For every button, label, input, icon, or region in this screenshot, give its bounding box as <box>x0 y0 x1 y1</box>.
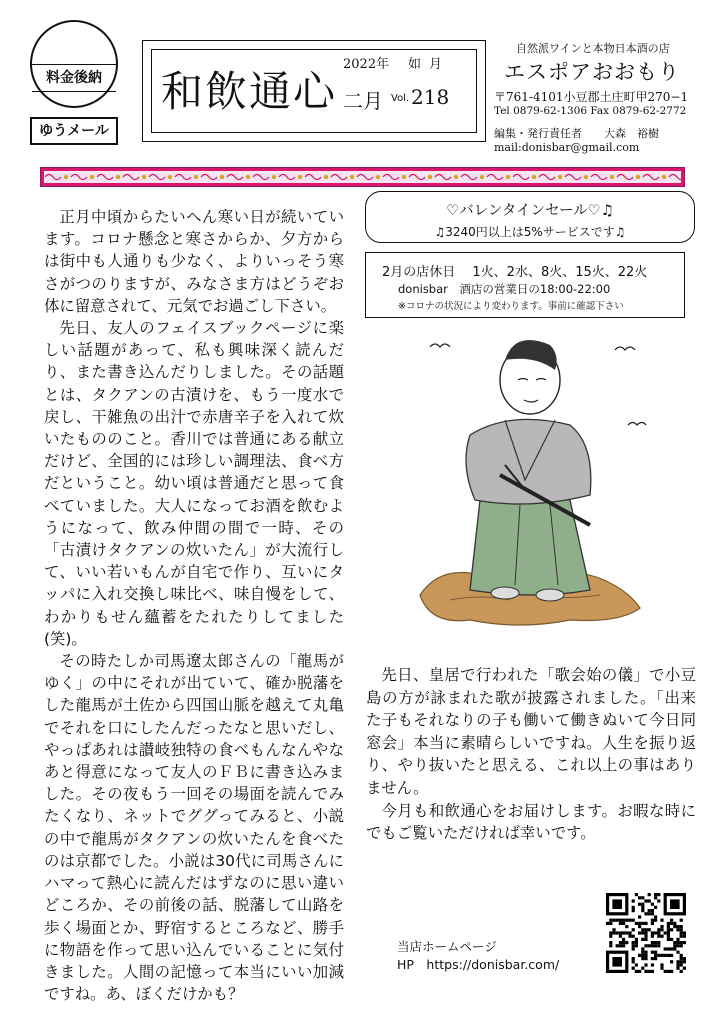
qr-module <box>680 957 683 960</box>
banner-fleur <box>428 175 432 179</box>
main-article <box>44 206 344 1005</box>
qr-module <box>651 931 654 934</box>
qr-module <box>654 941 657 944</box>
qr-module <box>644 957 647 960</box>
qr-module <box>673 922 676 925</box>
qr-module <box>657 931 660 934</box>
qr-module <box>651 951 654 954</box>
qr-module <box>641 922 644 925</box>
qr-module <box>606 922 609 925</box>
qr-module <box>632 941 635 944</box>
qr-module <box>619 944 622 947</box>
qr-module <box>628 931 631 934</box>
newsletter-title: 和飲通心 <box>161 67 338 116</box>
qr-module <box>667 922 670 925</box>
qr-module <box>660 967 663 970</box>
qr-module <box>654 931 657 934</box>
qr-module <box>654 944 657 947</box>
shop-editor: 編集・発行責任者 大森 裕樹 <box>494 127 659 140</box>
qr-module <box>680 925 683 928</box>
qr-module <box>641 909 644 912</box>
qr-module <box>632 909 635 912</box>
qr-module <box>644 899 647 902</box>
qr-module <box>657 941 660 944</box>
qr-module <box>651 944 654 947</box>
masthead <box>142 40 486 142</box>
qr-module <box>664 954 667 957</box>
qr-module <box>680 944 683 947</box>
qr-module <box>680 960 683 963</box>
banner-fleur <box>194 175 198 179</box>
qr-module <box>648 970 651 973</box>
qr-module <box>680 941 683 944</box>
qr-module <box>673 944 676 947</box>
volume-label: Vol. <box>391 93 410 104</box>
banner-fleur <box>90 175 94 179</box>
qr-module <box>670 954 673 957</box>
banner-fleur <box>636 175 640 179</box>
qr-module <box>670 922 673 925</box>
qr-module <box>667 970 670 973</box>
decorative-banner <box>40 167 685 187</box>
qr-module <box>622 931 625 934</box>
sale-title: ♡バレンタインセール♡♫ <box>446 203 614 219</box>
qr-module <box>622 919 625 922</box>
qr-module <box>644 970 647 973</box>
qr-module <box>667 928 670 931</box>
qr-module <box>657 954 660 957</box>
qr-module <box>683 967 686 970</box>
qr-module <box>644 922 647 925</box>
qr-module <box>654 919 657 922</box>
banner-fleur <box>324 175 328 179</box>
qr-module <box>670 960 673 963</box>
qr-module <box>673 941 676 944</box>
article-paragraph: 正月中頃からたいへん寒い日が続いています。コロナ懸念と寒さからか、夕方からは街中も人通りも少なく、よりいっそう寒さがつのりますが、みなさま方はどうぞお体に留意されて、元気でお過ごし下さい。 <box>44 208 344 315</box>
qr-module <box>635 922 638 925</box>
qr-code-icon[interactable] <box>606 893 686 973</box>
qr-module <box>651 903 654 906</box>
qr-module <box>632 947 635 950</box>
qr-module <box>609 935 612 938</box>
issue-kisaragi: 如月 <box>408 57 451 72</box>
qr-module <box>654 915 657 918</box>
qr-module <box>609 941 612 944</box>
mail-type-box: ゆうメール <box>30 117 118 145</box>
qr-module <box>667 925 670 928</box>
qr-module <box>625 925 628 928</box>
shop-tagline: 自然派ワインと本物日本酒の店 <box>516 42 670 55</box>
qr-module <box>660 925 663 928</box>
holiday-dates: 2月の店休日 1火、2水、8火、15火、22火 <box>382 265 648 280</box>
qr-module <box>680 954 683 957</box>
issue-month: 二月 <box>343 89 383 113</box>
qr-module <box>664 931 667 934</box>
qr-module <box>641 928 644 931</box>
qr-module <box>638 896 641 899</box>
qr-module <box>680 931 683 934</box>
qr-module <box>638 970 641 973</box>
qr-module <box>622 938 625 941</box>
qr-module <box>625 919 628 922</box>
banner-fleur <box>480 175 484 179</box>
qr-module <box>632 919 635 922</box>
qr-module <box>683 941 686 944</box>
qr-module <box>670 938 673 941</box>
homepage-url[interactable]: HP https://donisbar.com/ <box>397 957 560 972</box>
qr-module <box>683 957 686 960</box>
qr-module <box>670 899 680 909</box>
qr-module <box>657 944 660 947</box>
qr-module <box>616 931 619 934</box>
qr-module <box>635 938 638 941</box>
banner-fleur <box>454 175 458 179</box>
banner-fleur <box>168 175 172 179</box>
qr-module <box>660 919 663 922</box>
qr-module <box>676 963 679 966</box>
side-article <box>366 664 696 845</box>
qr-module <box>654 906 657 909</box>
qr-module <box>641 951 644 954</box>
article-paragraph: 先日、皇居で行われた「歌会始の儀」で小豆島の方が詠まれた歌が披露されました。「出来た子もそれなりの子も働いて働きぬいて今日同窓会」本当に素晴らしいですね。人生を振り返り、やり抜いたと思える、これ以上の事はありません。 <box>366 666 696 797</box>
qr-module <box>644 951 647 954</box>
banner-fleur <box>662 175 666 179</box>
qr-module <box>676 938 679 941</box>
qr-module <box>641 954 644 957</box>
qr-module <box>641 947 644 950</box>
qr-module <box>660 935 663 938</box>
banner-fleur <box>246 175 250 179</box>
qr-module <box>670 928 673 931</box>
qr-module <box>657 899 660 902</box>
qr-module <box>628 935 631 938</box>
qr-module <box>632 935 635 938</box>
qr-module <box>612 931 615 934</box>
qr-module <box>680 928 683 931</box>
qr-module <box>670 919 673 922</box>
qr-module <box>644 928 647 931</box>
qr-module <box>654 954 657 957</box>
qr-module <box>651 970 654 973</box>
banner-fleur <box>376 175 380 179</box>
qr-module <box>660 928 663 931</box>
qr-module <box>616 944 619 947</box>
qr-module <box>619 931 622 934</box>
qr-module <box>641 903 644 906</box>
qr-module <box>632 960 635 963</box>
qr-module <box>644 931 647 934</box>
qr-module <box>680 919 683 922</box>
qr-module <box>664 947 667 950</box>
qr-module <box>651 919 654 922</box>
qr-module <box>635 893 638 896</box>
banner-fleur <box>272 175 276 179</box>
qr-module <box>683 960 686 963</box>
qr-module <box>644 944 647 947</box>
shop-name: エスポアおおもり <box>504 60 680 84</box>
qr-module <box>651 941 654 944</box>
article-paragraph: 今月も和飲通心をお届けします。お暇な時にでもご覧いただければ幸いです。 <box>366 801 696 843</box>
qr-module <box>619 919 622 922</box>
qr-module <box>667 938 670 941</box>
qr-module <box>660 954 663 957</box>
qr-module <box>644 912 647 915</box>
qr-module <box>667 931 670 934</box>
qr-module <box>651 922 654 925</box>
qr-module <box>616 919 619 922</box>
sale-detail: ♫3240円以上は5%サービスです♫ <box>434 225 626 239</box>
qr-module <box>628 919 631 922</box>
qr-module <box>609 922 612 925</box>
qr-module <box>651 935 654 938</box>
qr-module <box>654 893 657 896</box>
qr-module <box>638 931 641 934</box>
qr-module <box>644 938 647 941</box>
qr-module <box>641 967 644 970</box>
qr-module <box>612 899 622 909</box>
qr-module <box>638 925 641 928</box>
qr-module <box>609 919 612 922</box>
qr-module <box>625 941 628 944</box>
qr-module <box>670 947 673 950</box>
qr-module <box>676 925 679 928</box>
postage-label: 料金後納 <box>32 64 116 92</box>
qr-module <box>638 954 641 957</box>
qr-module <box>612 957 622 967</box>
banner-fleur <box>220 175 224 179</box>
qr-module <box>644 935 647 938</box>
qr-module <box>609 931 612 934</box>
qr-module <box>676 928 679 931</box>
qr-module <box>657 928 660 931</box>
shop-tel-fax: Tel 0879-62-1306 Fax 0879-62-2772 <box>494 105 687 117</box>
qr-module <box>632 957 635 960</box>
banner-fleur <box>532 175 536 179</box>
qr-module <box>638 922 641 925</box>
qr-module <box>641 938 644 941</box>
qr-module <box>648 928 651 931</box>
banner-fleur <box>298 175 302 179</box>
qr-module <box>651 963 654 966</box>
banner-fleur <box>350 175 354 179</box>
samurai-illustration <box>410 325 705 645</box>
banner-fleur <box>506 175 510 179</box>
qr-module <box>632 967 635 970</box>
banner-pattern <box>41 168 684 186</box>
banner-fleur <box>402 175 406 179</box>
qr-module <box>632 928 635 931</box>
qr-module <box>654 957 657 960</box>
qr-module <box>622 941 625 944</box>
qr-module <box>657 893 660 896</box>
qr-module <box>657 935 660 938</box>
qr-module <box>676 951 679 954</box>
banner-fleur <box>116 175 120 179</box>
qr-module <box>680 935 683 938</box>
qr-module <box>651 909 654 912</box>
qr-module <box>654 951 657 954</box>
qr-module <box>635 944 638 947</box>
qr-module <box>644 954 647 957</box>
qr-module <box>648 912 651 915</box>
valentine-sale-box <box>365 191 695 243</box>
qr-module <box>625 931 628 934</box>
qr-module <box>680 970 683 973</box>
qr-module <box>676 960 679 963</box>
qr-module <box>632 944 635 947</box>
qr-module <box>622 944 625 947</box>
qr-module <box>667 954 670 957</box>
qr-module <box>648 899 651 902</box>
qr-module <box>651 912 654 915</box>
banner-fleur <box>142 175 146 179</box>
qr-module <box>641 906 644 909</box>
issue-year: 2022年 <box>343 57 390 72</box>
qr-module <box>670 970 673 973</box>
qr-module <box>635 963 638 966</box>
postage-stamp <box>30 20 118 108</box>
qr-module <box>612 919 615 922</box>
qr-module <box>622 922 625 925</box>
qr-module <box>641 957 644 960</box>
article-paragraph: 先日、友人のフェイスブックページに楽しい話題があって、私も興味深く読んだり、また書き込んだりしました。その話題とは、タクアンの古漬けを、もう一度水で戻し、干雑魚の出汁で赤唐辛子を入れて炊いたもののこと。香川では普通にある献立だけど、全国的には珍しい調理法、食べ方だということ。幼い頃は普通だと思って食べていました。大人になってお酒を飲むようになって、飲み仲間の間で一時、その「古漬けタクアンの炊いたん」が大流行して、いい若いもんが自宅で作り、互いにタッパに入れ交換し味比べ、味自慢をして、わかりもせん蘊蓄をたれたりしてました(笑)。 <box>44 319 344 648</box>
qr-module <box>648 944 651 947</box>
qr-module <box>619 922 622 925</box>
qr-module <box>676 941 679 944</box>
qr-module <box>612 928 615 931</box>
qr-module <box>673 947 676 950</box>
qr-module <box>609 944 612 947</box>
qr-module <box>667 947 670 950</box>
qr-module <box>676 944 679 947</box>
qr-module <box>641 931 644 934</box>
homepage-label: 当店ホームページ <box>397 939 497 954</box>
shop-address: 〒761-4101小豆郡土庄町甲270−1 <box>494 90 689 104</box>
article-paragraph: その時たしか司馬遼太郎さんの「龍馬がゆく」の中にそれが出ていて、確か脱藩をした龍馬が土佐から四国山脈を越えて丸亀でそれを口にしたんだったなと思いだし、やっぱあれは讃岐独特の食べもんなんやなあと得意になって友人のＦＢに書き込みました。その夜もう一回その場面を読んでみたくなり、ネットでググってみると、小説の中で龍馬がタクアンの炊いたんを食べたのは京都でした。小説は30代に司馬さんにハマって熱心に読んだはずなのに思い違いどころか、その前後の話、脱藩して山路を歩く場面とか、野宿するところなど、勝手に物語を作って思い込んでいることに気付きました。人間の記憶って本当にいい加減ですね。あ、ぼくだけかも？ <box>44 652 344 1004</box>
qr-module <box>654 896 657 899</box>
qr-module <box>638 903 641 906</box>
shop-mail: mail:donisbar@gmail.com <box>494 141 640 154</box>
qr-module <box>641 896 644 899</box>
qr-module <box>660 963 663 966</box>
qr-module <box>619 935 622 938</box>
qr-module <box>635 970 638 973</box>
holiday-note: ※コロナの状況により変わります。事前に確認下さい <box>398 301 624 312</box>
qr-module <box>644 963 647 966</box>
qr-module <box>683 935 686 938</box>
qr-module <box>648 893 651 896</box>
qr-module <box>635 941 638 944</box>
holiday-box <box>365 252 685 318</box>
qr-module <box>638 915 641 918</box>
banner-fleur <box>584 175 588 179</box>
qr-module <box>664 970 667 973</box>
banner-fleur <box>610 175 614 179</box>
bar-hours: donisbar 酒店の営業日の18:00-22:00 <box>398 282 611 296</box>
volume-number: 218 <box>411 85 450 109</box>
qr-module <box>680 963 683 966</box>
qr-module <box>667 935 670 938</box>
qr-module <box>676 967 679 970</box>
qr-module <box>619 941 622 944</box>
banner-fleur <box>64 175 68 179</box>
banner-fleur <box>558 175 562 179</box>
qr-module <box>683 931 686 934</box>
qr-module <box>632 906 635 909</box>
qr-module <box>648 909 651 912</box>
qr-module <box>632 899 635 902</box>
qr-module <box>651 957 654 960</box>
qr-module <box>673 925 676 928</box>
